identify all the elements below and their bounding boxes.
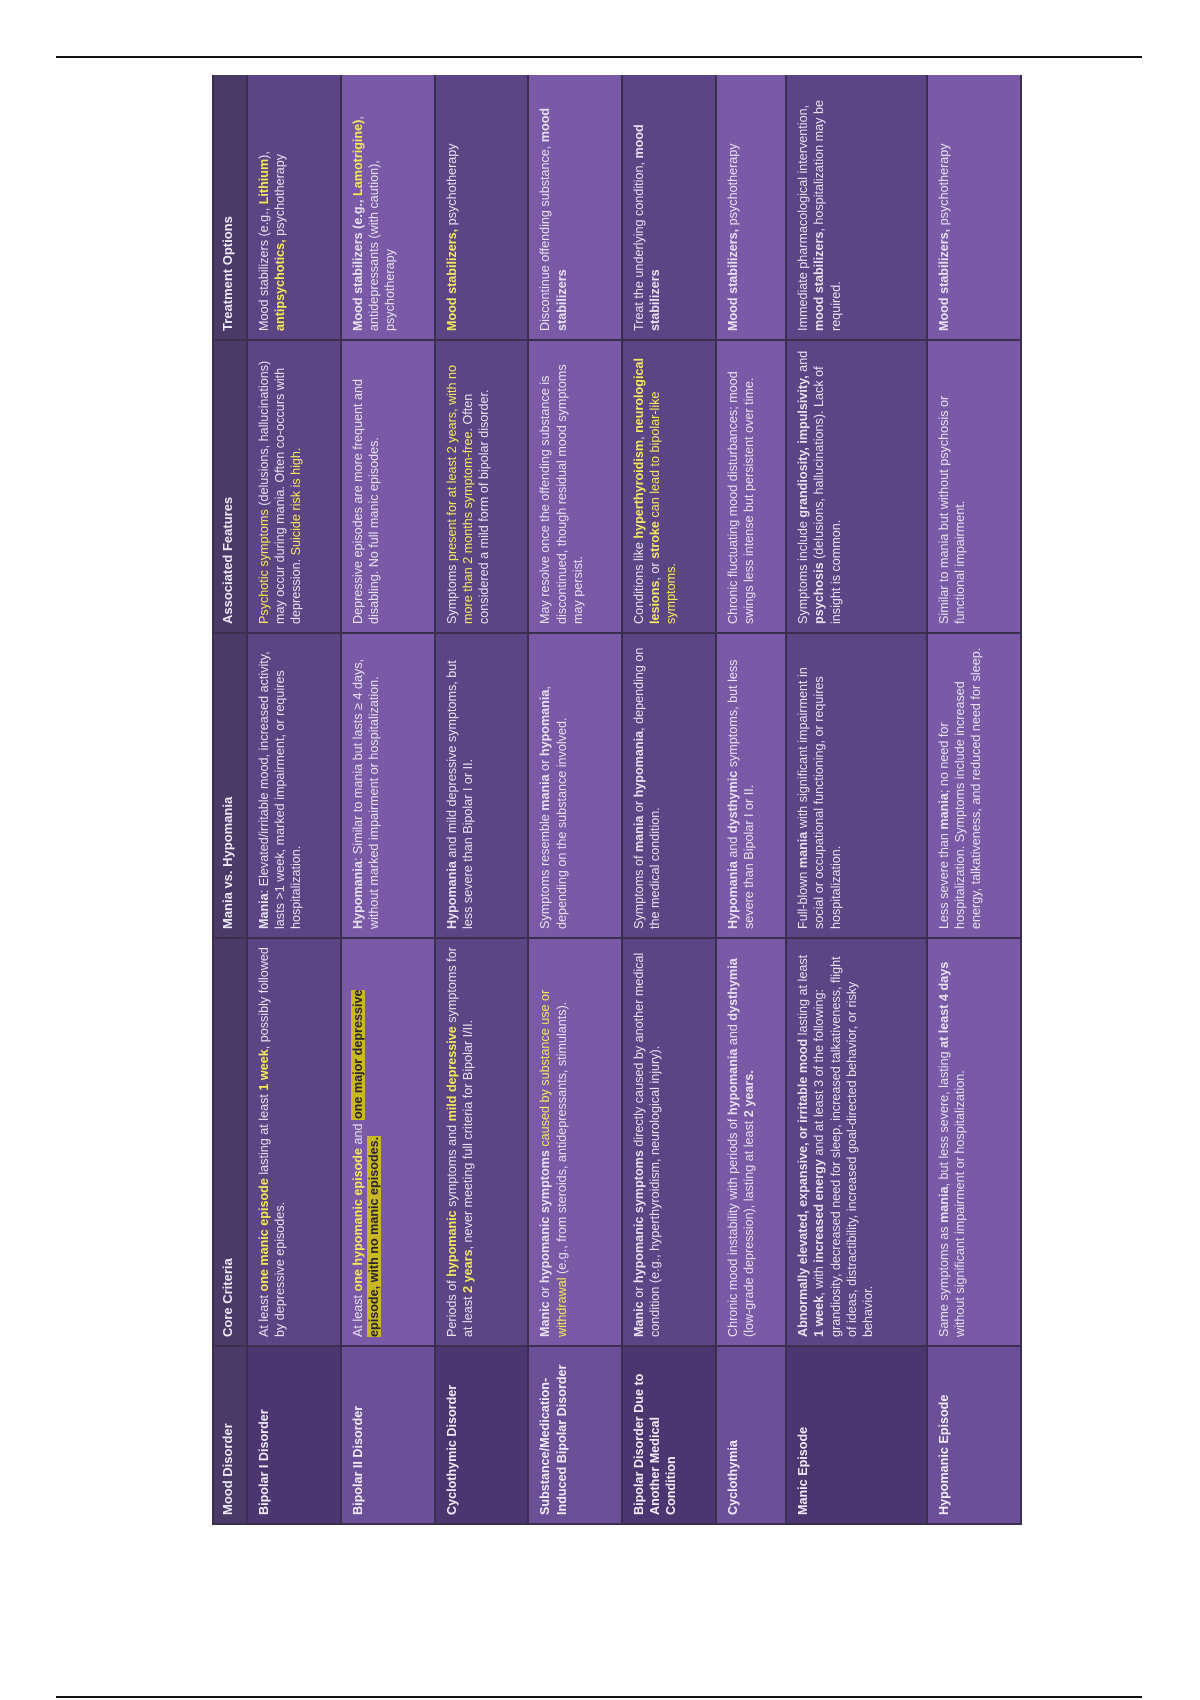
core-criteria-cell: [622, 938, 716, 1346]
text-segment: and: [796, 350, 811, 376]
text-segment: psychotherapy: [937, 143, 952, 229]
treatment-options-cell: [622, 75, 716, 340]
text-segment: and mild depressive symptoms, but less severe than Bipolar I or II.: [444, 660, 475, 929]
text-segment: Mood stabilizers,: [444, 228, 459, 331]
table-row: [786, 75, 927, 1524]
text-segment: . Often considered a mild form of bipolar disorder.: [460, 389, 491, 624]
text-segment: 1 week: [812, 1295, 827, 1337]
text-segment: Mood stabilizers (e.g.,: [350, 195, 365, 331]
treatment-options-cell: [716, 75, 786, 340]
text-segment: mild depressive: [444, 1026, 459, 1122]
treatment-options-cell: [786, 75, 927, 340]
text-segment: antipsychotics,: [273, 239, 288, 331]
text-segment: (low-grade depression), lasting at least: [742, 1117, 757, 1337]
text-segment: dysthymic: [726, 770, 741, 834]
header-row: [213, 75, 247, 1524]
text-segment: mania: [937, 793, 952, 830]
text-segment: one major depressive episode, with no manic episodes.: [350, 989, 381, 1337]
text-segment: or: [632, 1283, 647, 1302]
text-segment: caused by substance use or withdrawal: [538, 989, 569, 1337]
text-segment: lasting at least: [257, 1090, 271, 1179]
text-segment: hypomanic: [444, 1210, 459, 1277]
text-segment: at least 4 days: [937, 961, 952, 1048]
associated-features-cell: [622, 340, 716, 633]
mania-vs-hypomania-cell: [341, 633, 435, 938]
top-rule: [56, 56, 1142, 58]
text-segment: mood stabilizers: [632, 124, 663, 331]
text-segment: Symptoms of: [632, 852, 647, 929]
text-segment: and: [726, 833, 741, 862]
mania-vs-hypomania-cell: [716, 633, 786, 938]
mood-disorder-cell: Bipolar Disorder Due to Another Medical Condition: [622, 1346, 716, 1524]
treatment-options-cell: [927, 75, 1021, 340]
text-segment: one manic episode: [257, 1178, 271, 1292]
mood-disorder-cell: Cyclothymia: [716, 1346, 786, 1524]
mood-disorder-cell: Bipolar I Disorder: [247, 1346, 341, 1524]
treatment-options-cell: [247, 75, 341, 340]
text-segment: directly caused by another medical condition (e.g., hyperthyroidism, neurological injury).: [632, 952, 663, 1337]
text-segment: symptoms, but less severe than Bipolar I or II.: [726, 659, 757, 929]
text-segment: Symptoms resemble: [538, 810, 553, 929]
text-segment: , never meeting full criteria for Bipolar I/II.: [460, 1019, 475, 1250]
header-mood-disorder: Mood Disorder: [213, 1346, 247, 1524]
text-segment: , antidepressants (with caution), psychotherapy: [350, 116, 398, 331]
text-segment: Same symptoms as: [937, 1222, 952, 1337]
text-segment: Symptoms: [444, 561, 459, 624]
associated-features-cell: [786, 340, 927, 633]
associated-features-cell: [927, 340, 1021, 633]
text-segment: Immediate pharmacological intervention,: [796, 104, 811, 331]
text-segment: Psychotic symptoms: [257, 509, 271, 624]
header-treatment-options: Treatment Options: [213, 75, 247, 340]
text-segment: Similar to mania but without psychosis or functional impairment.: [937, 395, 968, 624]
text-segment: 2 years: [460, 1249, 475, 1293]
text-segment: and: [350, 1120, 365, 1149]
text-segment: Depressive episodes are more frequent and disabling. No full manic episodes.: [350, 378, 381, 624]
associated-features-cell: [435, 340, 529, 633]
mania-vs-hypomania-cell: [528, 633, 622, 938]
text-segment: [538, 1147, 552, 1151]
text-segment: At least: [350, 1291, 365, 1337]
text-segment: with significant impairment in social or occupational functioning, or requires hospitalization.: [796, 667, 843, 929]
mood-disorder-table: [212, 75, 1022, 1525]
text-segment: stroke: [648, 521, 663, 559]
text-segment: Abnormally elevated, expansive, or irritable mood: [796, 1038, 811, 1337]
bottom-rule: [56, 1696, 1142, 1698]
mood-disorder-cell: Bipolar II Disorder: [341, 1346, 435, 1524]
mania-vs-hypomania-cell: [786, 633, 927, 938]
text-segment: mania: [632, 815, 647, 853]
text-segment: , depending on the medical condition.: [632, 647, 663, 929]
text-segment: Lithium: [257, 158, 271, 205]
text-segment: Lamotrigine): [350, 119, 365, 196]
core-criteria-cell: [247, 938, 341, 1346]
core-criteria-cell: [927, 938, 1021, 1346]
text-segment: psychotherapy: [273, 153, 288, 240]
rotated-content: [212, 75, 1022, 1525]
text-segment: , hospitalization may be required.: [812, 100, 843, 331]
text-segment: one hypomanic episode: [350, 1148, 365, 1292]
header-core-criteria: Core Criteria: [213, 938, 247, 1346]
text-segment: hypomania: [632, 730, 647, 798]
text-segment: mania: [538, 774, 553, 811]
text-segment: , depending on the substance involved.: [538, 686, 569, 929]
text-segment: Discontinue offending substance,: [538, 142, 553, 331]
text-segment: ,: [632, 432, 647, 440]
text-segment: psychosis: [812, 562, 827, 624]
text-segment: Hypomania: [350, 861, 365, 929]
text-segment: or: [538, 1283, 553, 1302]
text-segment: mania: [796, 831, 811, 869]
text-segment: grandiosity, impulsivity,: [796, 375, 811, 518]
text-segment: hypomania: [726, 1048, 741, 1116]
table-body: [247, 75, 1021, 1524]
header-associated-features: Associated Features: [213, 340, 247, 633]
table-row: [927, 75, 1021, 1524]
text-segment: Less severe than: [937, 829, 952, 929]
table-row: [435, 75, 529, 1524]
table-row: [716, 75, 786, 1524]
text-segment: and: [726, 1020, 741, 1049]
core-criteria-cell: [786, 938, 927, 1346]
rotated-table-image: [212, 75, 1022, 1525]
text-segment: dysthymia: [726, 958, 741, 1021]
text-segment: Hypomania: [726, 861, 741, 929]
core-criteria-cell: [528, 938, 622, 1346]
treatment-options-cell: [435, 75, 529, 340]
text-segment: 1 week: [257, 1049, 271, 1091]
text-segment: , or: [648, 558, 663, 581]
text-segment: symptoms and: [444, 1121, 459, 1211]
associated-features-cell: [341, 340, 435, 633]
text-segment: and at least 3 of the following: grandiosity, decreased need for sleep, increased talkativeness, flight of ideas, distractibility, increased goal-directed behavior, or risky behavior.: [812, 956, 875, 1337]
text-segment: mood stabilizers: [538, 107, 569, 331]
text-segment: hypomanic symptoms: [632, 1150, 647, 1284]
text-segment: Mood stabilizers (e.g.,: [257, 204, 271, 331]
mood-disorder-cell: Cyclothymic Disorder: [435, 1346, 529, 1524]
table-row: [622, 75, 716, 1524]
text-segment: (delusions, hallucinations) may occur during mania. Often co-occurs with depression.: [257, 360, 304, 624]
text-segment: Mood stabilizers,: [726, 228, 741, 331]
text-segment: Periods of: [444, 1276, 459, 1337]
text-segment: lasting at least: [796, 954, 811, 1039]
table-row: [247, 75, 341, 1524]
text-segment: , possibly followed by depressive episodes.: [257, 947, 288, 1337]
mood-disorder-cell: Hypomanic Episode: [927, 1346, 1021, 1524]
text-segment: , but less severe, lasting: [937, 1047, 952, 1187]
core-criteria-cell: [435, 938, 529, 1346]
text-segment: Full-blown: [796, 868, 811, 929]
text-segment: present for at least 2 years, with no more than 2 months symptom-free: [444, 365, 475, 624]
text-segment: Manic: [538, 1301, 553, 1337]
table-row: [528, 75, 622, 1524]
mood-disorder-cell: Substance/Medication-Induced Bipolar Disorder: [528, 1346, 622, 1524]
mania-vs-hypomania-cell: [435, 633, 529, 938]
text-segment: Hypomania: [444, 861, 459, 929]
text-segment: mania: [937, 1186, 952, 1223]
text-segment: hypomanic symptoms: [538, 1150, 553, 1284]
text-segment: hypomania: [538, 689, 553, 757]
text-segment: can lead to bipolar-like symptoms.: [648, 391, 679, 624]
text-segment: Suicide risk is high.: [289, 447, 304, 556]
text-segment: Chronic mood instability with periods of: [726, 1115, 741, 1337]
text-segment: Symptoms include: [796, 517, 811, 624]
text-segment: (e.g., from steroids, antidepressants, stimulants).: [554, 1001, 569, 1278]
text-segment: psychotherapy: [444, 143, 459, 229]
text-segment: or: [538, 756, 553, 775]
text-segment: Mania: [257, 893, 271, 929]
text-segment: (delusions, hallucinations). Lack of insight is common.: [812, 366, 843, 624]
text-segment: symptoms for at least: [444, 947, 475, 1337]
mania-vs-hypomania-cell: [927, 633, 1021, 938]
text-segment: At least: [257, 1291, 271, 1337]
mood-disorder-cell: Manic Episode: [786, 1346, 927, 1524]
text-segment: ),: [257, 151, 271, 159]
text-segment: hyperthyroidism: [632, 439, 647, 539]
core-criteria-cell: [341, 938, 435, 1346]
text-segment: 2 years.: [742, 1070, 757, 1118]
associated-features-cell: [247, 340, 341, 633]
treatment-options-cell: [528, 75, 622, 340]
text-segment: : Elevated/irritable mood, increased activity, lasts >1 week, marked impairment, or requires hospitalization.: [257, 651, 304, 929]
text-segment: ; no need for hospitalization. Symptoms include increased energy, talkativeness, and reduced need for sleep.: [937, 647, 984, 929]
text-segment: Manic: [632, 1301, 647, 1337]
associated-features-cell: [528, 340, 622, 633]
text-segment: Mood stabilizers,: [937, 228, 952, 331]
text-segment: neurological lesions: [632, 358, 663, 624]
associated-features-cell: [716, 340, 786, 633]
text-segment: Chronic fluctuating mood disturbances; mood swings less intense but persistent over time.: [726, 371, 757, 624]
text-segment: psychotherapy: [726, 143, 741, 229]
text-segment: mood stabilizers: [812, 231, 827, 331]
text-segment: or: [632, 797, 647, 816]
text-segment: Treat the underlying condition,: [632, 158, 647, 331]
mania-vs-hypomania-cell: [622, 633, 716, 938]
mania-vs-hypomania-cell: [247, 633, 341, 938]
table-row: [341, 75, 435, 1524]
text-segment: without significant impairment or hospitalization.: [953, 1070, 968, 1337]
core-criteria-cell: [716, 938, 786, 1346]
text-segment: Conditions like: [632, 538, 647, 624]
text-segment: , with: [812, 1262, 827, 1296]
text-segment: May resolve once the offending substance is discontinued, though residual mood symptoms may persist.: [538, 364, 585, 624]
text-segment: increased energy: [812, 1159, 827, 1263]
treatment-options-cell: [341, 75, 435, 340]
header-mania-vs-hypomania: Mania vs. Hypomania: [213, 633, 247, 938]
text-segment: : Similar to mania but lasts ≥ 4 days, without marked impairment or hospitalization.: [350, 658, 381, 929]
